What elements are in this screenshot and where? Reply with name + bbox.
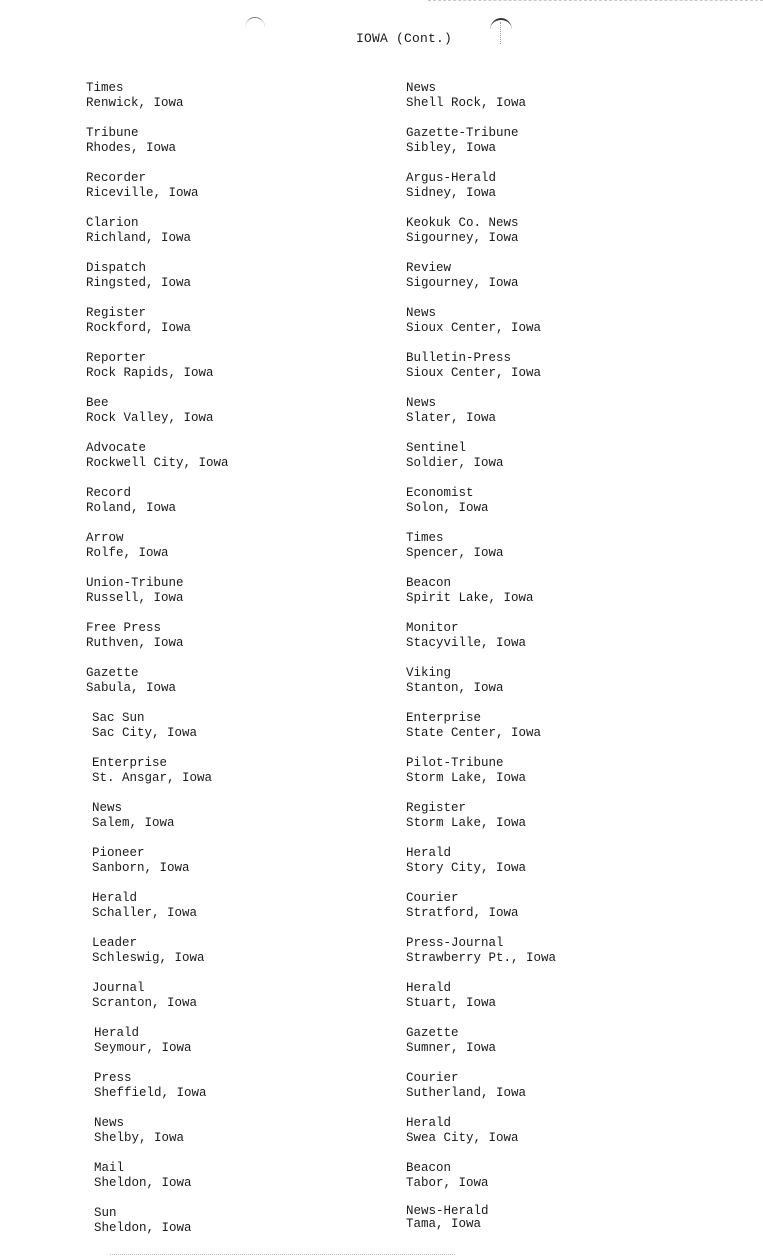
list-item [406,711,556,756]
town-name: Spirit Lake, Iowa [406,591,534,605]
newspaper-name: Reporter [86,351,147,365]
newspaper-name: Sac Sun [92,711,145,725]
town-name: Seymour, Iowa [94,1041,192,1055]
newspaper-name: News [92,801,123,815]
newspaper-name: Advocate [86,441,147,455]
town-name: Rockford, Iowa [86,321,192,335]
town-name: Swea City, Iowa [406,1131,519,1145]
town-name: Shell Rock, Iowa [406,96,527,110]
town-name: Salem, Iowa [92,816,175,830]
newspaper-name: Journal [92,981,145,995]
newspaper-name: Recorder [86,171,147,185]
town-name: Strawberry Pt., Iowa [406,951,557,965]
town-name: Sigourney, Iowa [406,276,519,290]
newspaper-name: Herald [406,846,452,860]
newspaper-name: Pilot-Tribune [406,756,504,770]
town-name: Story City, Iowa [406,861,527,875]
town-name: Ringsted, Iowa [86,276,192,290]
list-item [86,1026,229,1071]
town-name: Riceville, Iowa [86,186,199,200]
newspaper-name: Keokuk Co. News [406,216,519,230]
newspaper-name: Mail [94,1161,125,1175]
newspaper-name: News [406,396,437,410]
newspaper-name: Clarion [86,216,139,230]
town-name: Solon, Iowa [406,501,489,515]
list-item [86,351,229,396]
newspaper-name: Leader [92,936,138,950]
town-name: Sac City, Iowa [92,726,198,740]
list-item [86,891,229,936]
town-name: Sanborn, Iowa [92,861,190,875]
list-item [406,126,556,171]
town-name: State Center, Iowa [406,726,542,740]
list-item [86,666,229,711]
newspaper-name: Times [406,531,444,545]
newspaper-name: Sun [94,1206,117,1220]
newspaper-name: Register [406,801,467,815]
town-name: Tama, Iowa [406,1217,482,1231]
newspaper-name: Arrow [86,531,124,545]
newspaper-name: Sentinel [406,441,467,455]
list-item [86,441,229,486]
list-item [86,621,229,666]
newspaper-name: Press [94,1071,132,1085]
list-item [406,1161,556,1206]
newspaper-name: Free Press [86,621,162,635]
list-item [406,1026,556,1071]
list-item [406,891,556,936]
list-item [406,666,556,711]
list-item [406,936,556,981]
newspaper-name: News [94,1116,125,1130]
newspaper-name: Herald [92,891,138,905]
list-item [406,846,556,891]
list-item [86,216,229,261]
list-item [86,846,229,891]
town-name: Soldier, Iowa [406,456,504,470]
list-item [86,576,229,621]
town-name: Stanton, Iowa [406,681,504,695]
newspaper-name: Tribune [86,126,139,140]
newspaper-name: Enterprise [92,756,168,770]
list-item [86,126,229,171]
newspaper-name: News [406,306,437,320]
list-item [406,261,556,306]
list-item [406,621,556,666]
town-name: Rolfe, Iowa [86,546,169,560]
newspaper-name: Pioneer [92,846,145,860]
list-item [86,1161,229,1206]
town-name: Sheffield, Iowa [94,1086,207,1100]
newspaper-name: Dispatch [86,261,147,275]
list-item [86,1071,229,1116]
newspaper-name: News-Herald [406,1204,489,1218]
town-name: Sioux Center, Iowa [406,321,542,335]
list-item [86,801,229,846]
town-name: Rhodes, Iowa [86,141,177,155]
town-name: Sigourney, Iowa [406,231,519,245]
list-item [406,1071,556,1116]
newspaper-list-right [406,81,556,1251]
newspaper-name: Beacon [406,1161,452,1175]
town-name: St. Ansgar, Iowa [92,771,213,785]
list-item [86,1116,229,1161]
newspaper-name: Herald [406,981,452,995]
list-item [406,576,556,621]
list-item [86,171,229,216]
punch-hole-mark-right [490,18,512,42]
newspaper-name: Economist [406,486,474,500]
newspaper-list-left [86,81,229,1251]
newspaper-name: Enterprise [406,711,482,725]
newspaper-name: Record [86,486,132,500]
list-item [86,981,229,1026]
town-name: Sabula, Iowa [86,681,177,695]
town-name: Schaller, Iowa [92,906,198,920]
newspaper-name: Viking [406,666,452,680]
newspaper-name: Gazette-Tribune [406,126,519,140]
town-name: Stuart, Iowa [406,996,497,1010]
newspaper-name: Gazette [86,666,139,680]
list-item [86,1206,229,1251]
list-item [406,1116,556,1161]
list-item [406,81,556,126]
town-name: Stacyville, Iowa [406,636,527,650]
town-name: Stratford, Iowa [406,906,519,920]
town-name: Sumner, Iowa [406,1041,497,1055]
list-item [86,936,229,981]
town-name: Roland, Iowa [86,501,177,515]
list-item [86,261,229,306]
town-name: Rock Rapids, Iowa [86,366,214,380]
list-item [406,486,556,531]
list-item [86,486,229,531]
newspaper-name: Argus-Herald [406,171,497,185]
list-item [406,531,556,576]
town-name: Rock Valley, Iowa [86,411,214,425]
town-name: Sidney, Iowa [406,186,497,200]
list-item [86,531,229,576]
list-item [406,1206,556,1251]
newspaper-name: Press-Journal [406,936,504,950]
town-name: Tabor, Iowa [406,1176,489,1190]
page-title: IOWA (Cont.) [356,31,453,46]
newspaper-name: Courier [406,1071,459,1085]
list-item [406,306,556,351]
town-name: Sioux Center, Iowa [406,366,542,380]
newspaper-name: Courier [406,891,459,905]
punch-hole-mark-left [245,17,265,38]
list-item [406,351,556,396]
newspaper-name: News [406,81,437,95]
town-name: Renwick, Iowa [86,96,184,110]
list-item [86,711,229,756]
town-name: Richland, Iowa [86,231,192,245]
town-name: Sheldon, Iowa [94,1221,192,1235]
list-item [406,171,556,216]
list-item [86,396,229,441]
list-item [406,981,556,1026]
town-name: Shelby, Iowa [94,1131,185,1145]
list-item [406,756,556,801]
town-name: Storm Lake, Iowa [406,771,527,785]
newspaper-name: Beacon [406,576,452,590]
newspaper-name: Gazette [406,1026,459,1040]
town-name: Schleswig, Iowa [92,951,205,965]
newspaper-name: Review [406,261,452,275]
newspaper-name: Bee [86,396,109,410]
newspaper-name: Bulletin-Press [406,351,512,365]
list-item [86,756,229,801]
newspaper-name: Times [86,81,124,95]
list-item [406,801,556,846]
town-name: Spencer, Iowa [406,546,504,560]
town-name: Sibley, Iowa [406,141,497,155]
list-item [406,396,556,441]
town-name: Sutherland, Iowa [406,1086,527,1100]
town-name: Scranton, Iowa [92,996,198,1010]
newspaper-name: Herald [94,1026,140,1040]
newspaper-name: Monitor [406,621,459,635]
town-name: Slater, Iowa [406,411,497,425]
town-name: Rockwell City, Iowa [86,456,229,470]
town-name: Sheldon, Iowa [94,1176,192,1190]
list-item [86,306,229,351]
newspaper-name: Union-Tribune [86,576,184,590]
town-name: Storm Lake, Iowa [406,816,527,830]
town-name: Russell, Iowa [86,591,184,605]
town-name: Ruthven, Iowa [86,636,184,650]
list-item [406,216,556,261]
newspaper-name: Register [86,306,147,320]
newspaper-name: Herald [406,1116,452,1130]
list-item [86,81,229,126]
top-edge-dotted-line [428,0,763,2]
list-item [406,441,556,486]
